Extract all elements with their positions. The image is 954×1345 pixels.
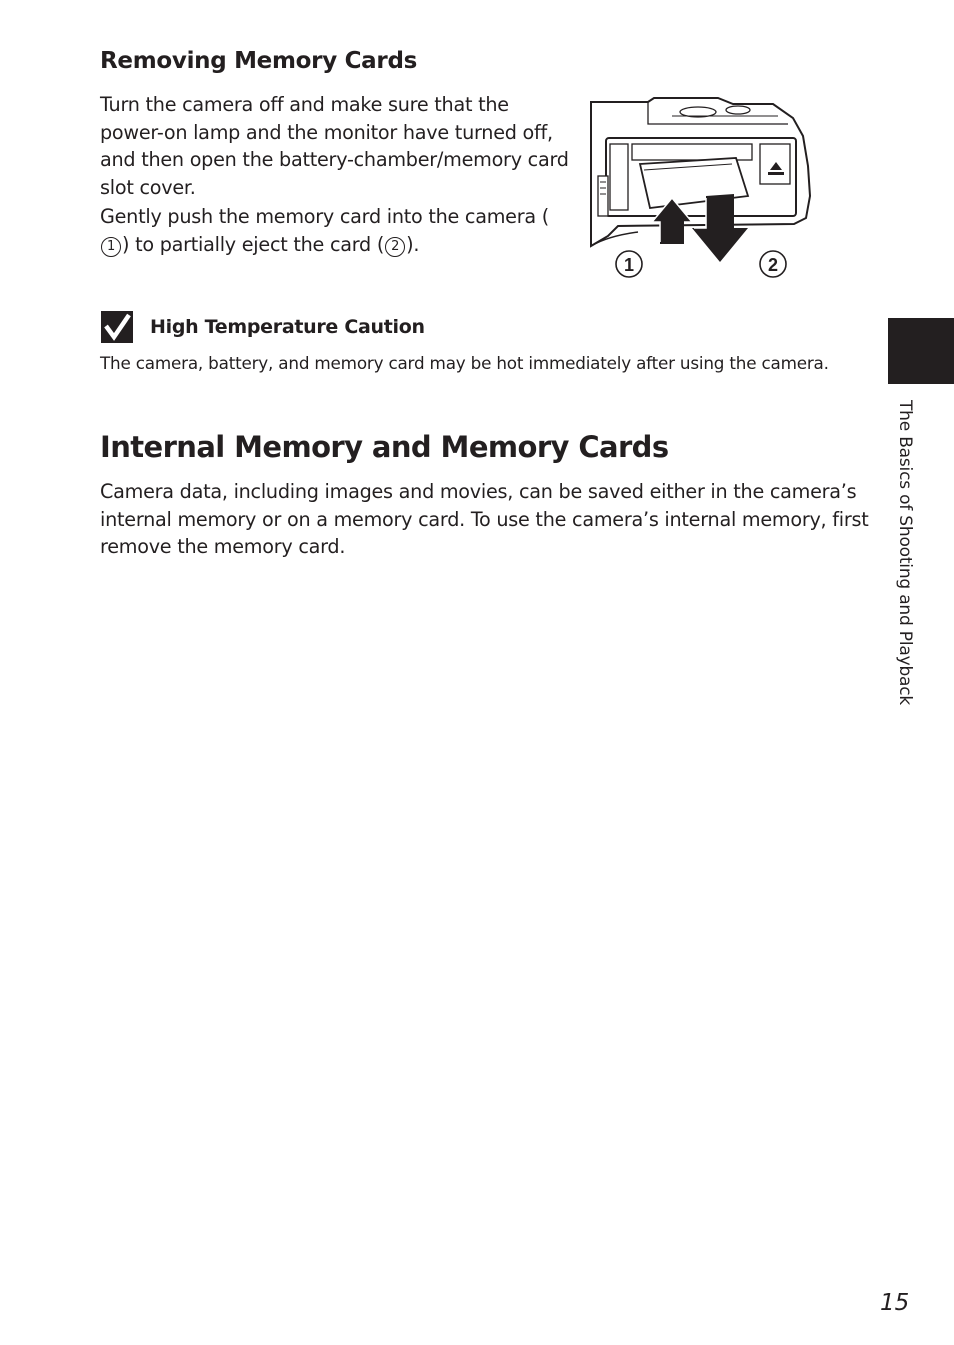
instruction-paragraph-2 bbox=[100, 203, 570, 258]
checkmark-caution-icon bbox=[100, 310, 134, 344]
instruction-paragraph-1: Turn the camera off and make sure that the power-on lamp and the monitor have turned off, and then open the battery-chamber/memory card slot cover. bbox=[100, 93, 569, 199]
caution-heading: High Temperature Caution bbox=[150, 316, 425, 338]
instruction-text-after: ). bbox=[406, 232, 420, 256]
caution-body: The camera, battery, and memory card may be hot immediately after using the camera. bbox=[100, 353, 829, 373]
instruction-text-middle: ) to partially eject the card ( bbox=[122, 232, 385, 256]
step-marker-1: 1 bbox=[101, 237, 121, 257]
instruction-text-before: Gently push the memory card into the camera ( bbox=[100, 205, 549, 228]
camera-memory-card-eject-illustration bbox=[588, 96, 814, 286]
internal-memory-paragraph: Camera data, including images and movies, can be saved either in the camera’s internal memory or on a memory card. To use the camera’s internal memory, first remove the memory card. bbox=[100, 480, 869, 558]
figure-label-1: 1 bbox=[623, 255, 635, 275]
chapter-side-label: The Basics of Shooting and Playback bbox=[895, 400, 915, 706]
section-heading: Removing Memory Cards bbox=[100, 48, 417, 74]
page-number: 15 bbox=[880, 1290, 910, 1316]
chapter-tab-marker bbox=[888, 318, 954, 384]
page-section-title: Internal Memory and Memory Cards bbox=[100, 430, 669, 464]
step-marker-2: 2 bbox=[385, 237, 405, 257]
figure-label-2: 2 bbox=[767, 255, 779, 275]
